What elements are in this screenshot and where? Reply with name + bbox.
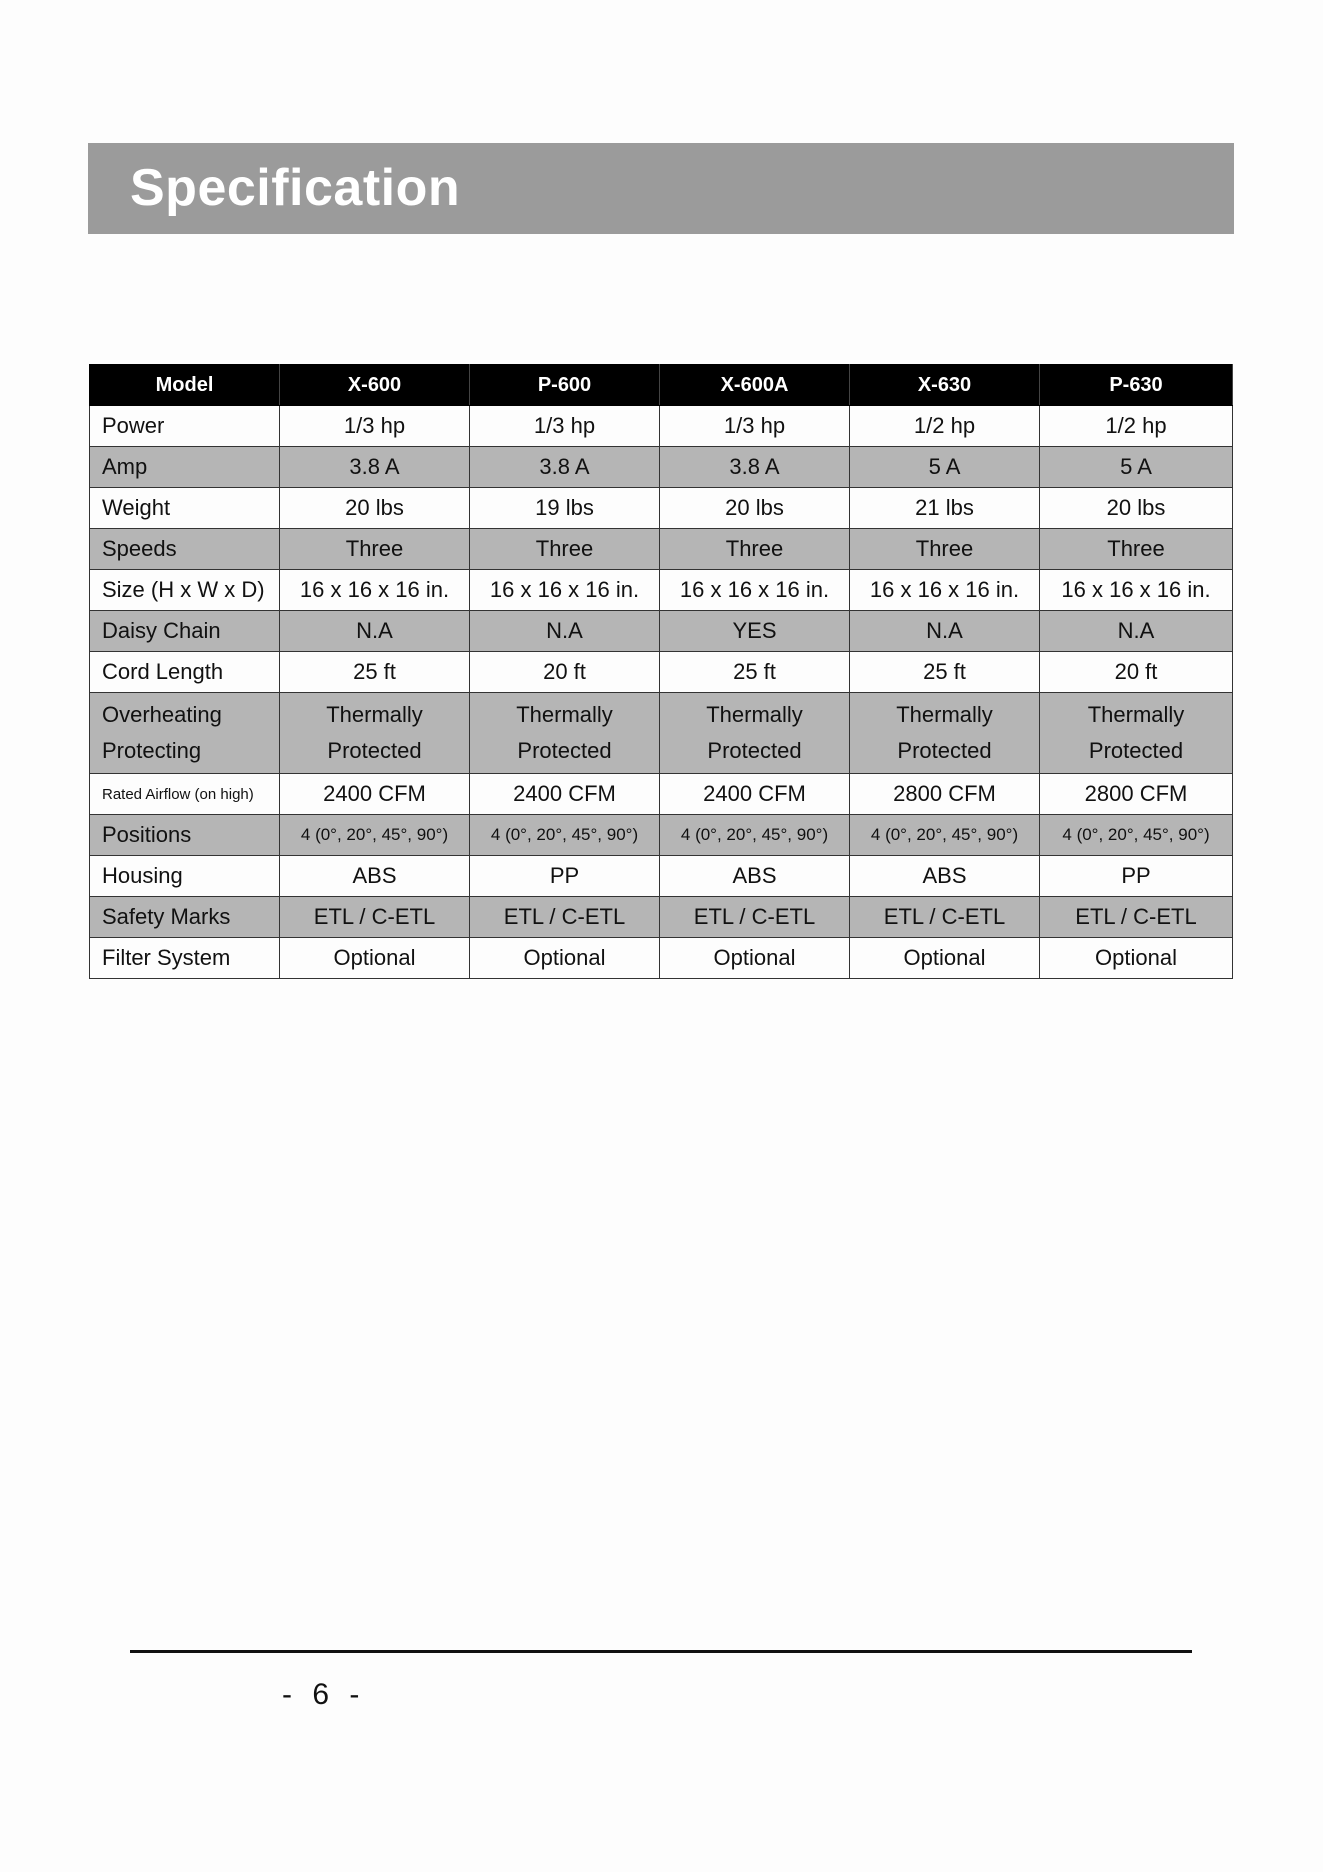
table-cell: 1/2 hp <box>1040 406 1233 447</box>
table-cell: 2400 CFM <box>660 774 850 815</box>
row-label: Positions <box>90 815 280 856</box>
table-cell: 2800 CFM <box>850 774 1040 815</box>
table-cell: Three <box>470 529 660 570</box>
table-cell: 16 x 16 x 16 in. <box>660 570 850 611</box>
table-cell: PP <box>1040 856 1233 897</box>
table-cell: N.A <box>280 611 470 652</box>
column-header-model: Model <box>90 365 280 406</box>
row-label: Cord Length <box>90 652 280 693</box>
row-label <box>90 693 280 774</box>
table-row-power <box>90 406 1233 447</box>
table-cell: 4 (0°, 20°, 45°, 90°) <box>1040 815 1233 856</box>
table-cell: 4 (0°, 20°, 45°, 90°) <box>850 815 1040 856</box>
table-cell: Optional <box>470 938 660 979</box>
table-row-size <box>90 570 1233 611</box>
table-cell <box>470 693 660 774</box>
table-cell <box>1040 693 1233 774</box>
table-row-positions <box>90 815 1233 856</box>
table-cell: 1/3 hp <box>280 406 470 447</box>
cell-line: Protected <box>517 738 612 763</box>
table-cell: PP <box>470 856 660 897</box>
table-cell: Three <box>850 529 1040 570</box>
table-cell: 3.8 A <box>660 447 850 488</box>
table-cell: 2400 CFM <box>470 774 660 815</box>
specification-table <box>89 364 1233 979</box>
table-cell: 4 (0°, 20°, 45°, 90°) <box>280 815 470 856</box>
table-cell: 16 x 16 x 16 in. <box>850 570 1040 611</box>
table-cell: ABS <box>280 856 470 897</box>
table-row-overheating <box>90 693 1233 774</box>
table-row-safety-marks <box>90 897 1233 938</box>
table-cell: 2400 CFM <box>280 774 470 815</box>
table-cell: 25 ft <box>850 652 1040 693</box>
table-row-rated-airflow <box>90 774 1233 815</box>
table-row-weight <box>90 488 1233 529</box>
table-header-row <box>90 365 1233 406</box>
table-cell: 5 A <box>850 447 1040 488</box>
table-cell: N.A <box>470 611 660 652</box>
table-cell: Three <box>1040 529 1233 570</box>
table-cell: N.A <box>850 611 1040 652</box>
table-cell: 20 lbs <box>660 488 850 529</box>
row-label: Daisy Chain <box>90 611 280 652</box>
table-row-cord-length <box>90 652 1233 693</box>
column-header-p-600: P-600 <box>470 365 660 406</box>
row-label: Rated Airflow (on high) <box>90 774 280 815</box>
table-cell: 25 ft <box>280 652 470 693</box>
row-label: Size (H x W x D) <box>90 570 280 611</box>
cell-line: Thermally <box>326 702 423 727</box>
page-number: - 6 - <box>282 1678 366 1711</box>
table-cell: 21 lbs <box>850 488 1040 529</box>
table-cell: 25 ft <box>660 652 850 693</box>
cell-line: Protected <box>327 738 422 763</box>
cell-line: Protected <box>1088 738 1184 763</box>
column-header-p-630: P-630 <box>1040 365 1233 406</box>
table-cell: 20 lbs <box>1040 488 1233 529</box>
table-cell: 2800 CFM <box>1040 774 1233 815</box>
table-cell: Three <box>280 529 470 570</box>
table-cell: Optional <box>1040 938 1233 979</box>
table-cell: 16 x 16 x 16 in. <box>470 570 660 611</box>
table-cell: Optional <box>850 938 1040 979</box>
table-row-housing <box>90 856 1233 897</box>
table-cell: YES <box>660 611 850 652</box>
table-row-speeds <box>90 529 1233 570</box>
table-cell: Optional <box>280 938 470 979</box>
table-cell: ETL / C-ETL <box>1040 897 1233 938</box>
row-label: Safety Marks <box>90 897 280 938</box>
table-cell <box>850 693 1040 774</box>
table-cell: 5 A <box>1040 447 1233 488</box>
table-cell: 4 (0°, 20°, 45°, 90°) <box>470 815 660 856</box>
table-cell: ETL / C-ETL <box>660 897 850 938</box>
cell-line: Protected <box>897 738 992 763</box>
column-header-x-600a: X-600A <box>660 365 850 406</box>
row-label: Power <box>90 406 280 447</box>
cell-line: Thermally <box>1087 702 1185 727</box>
table-cell: 1/3 hp <box>470 406 660 447</box>
table-cell: 3.8 A <box>280 447 470 488</box>
table-cell: 20 ft <box>470 652 660 693</box>
table-cell <box>280 693 470 774</box>
column-header-x-630: X-630 <box>850 365 1040 406</box>
row-label: Speeds <box>90 529 280 570</box>
table-cell: N.A <box>1040 611 1233 652</box>
cell-line: Thermally <box>706 702 803 727</box>
table-cell: 4 (0°, 20°, 45°, 90°) <box>660 815 850 856</box>
table-cell: 16 x 16 x 16 in. <box>280 570 470 611</box>
page-title: Specification <box>130 159 461 217</box>
table-row-filter-system <box>90 938 1233 979</box>
table-cell: 19 lbs <box>470 488 660 529</box>
table-cell: ETL / C-ETL <box>470 897 660 938</box>
table-cell: 20 ft <box>1040 652 1233 693</box>
table-cell: 16 x 16 x 16 in. <box>1040 570 1233 611</box>
row-label-line: Protecting <box>102 738 202 763</box>
table-cell <box>660 693 850 774</box>
table-cell: 1/2 hp <box>850 406 1040 447</box>
column-header-x-600: X-600 <box>280 365 470 406</box>
footer-divider <box>130 1650 1192 1653</box>
row-label: Filter System <box>90 938 280 979</box>
cell-line: Thermally <box>896 702 993 727</box>
row-label: Housing <box>90 856 280 897</box>
table-cell: 20 lbs <box>280 488 470 529</box>
table-cell: ETL / C-ETL <box>280 897 470 938</box>
table-cell: ABS <box>660 856 850 897</box>
row-label-line: Overheating <box>102 702 222 727</box>
table-cell: Three <box>660 529 850 570</box>
row-label: Amp <box>90 447 280 488</box>
cell-line: Thermally <box>516 702 613 727</box>
table-cell: ABS <box>850 856 1040 897</box>
cell-line: Protected <box>707 738 802 763</box>
table-cell: 1/3 hp <box>660 406 850 447</box>
table-cell: Optional <box>660 938 850 979</box>
row-label: Weight <box>90 488 280 529</box>
table-cell: ETL / C-ETL <box>850 897 1040 938</box>
table-cell: 3.8 A <box>470 447 660 488</box>
section-header-bar <box>88 143 1234 234</box>
table-row-amp <box>90 447 1233 488</box>
table-row-daisy-chain <box>90 611 1233 652</box>
